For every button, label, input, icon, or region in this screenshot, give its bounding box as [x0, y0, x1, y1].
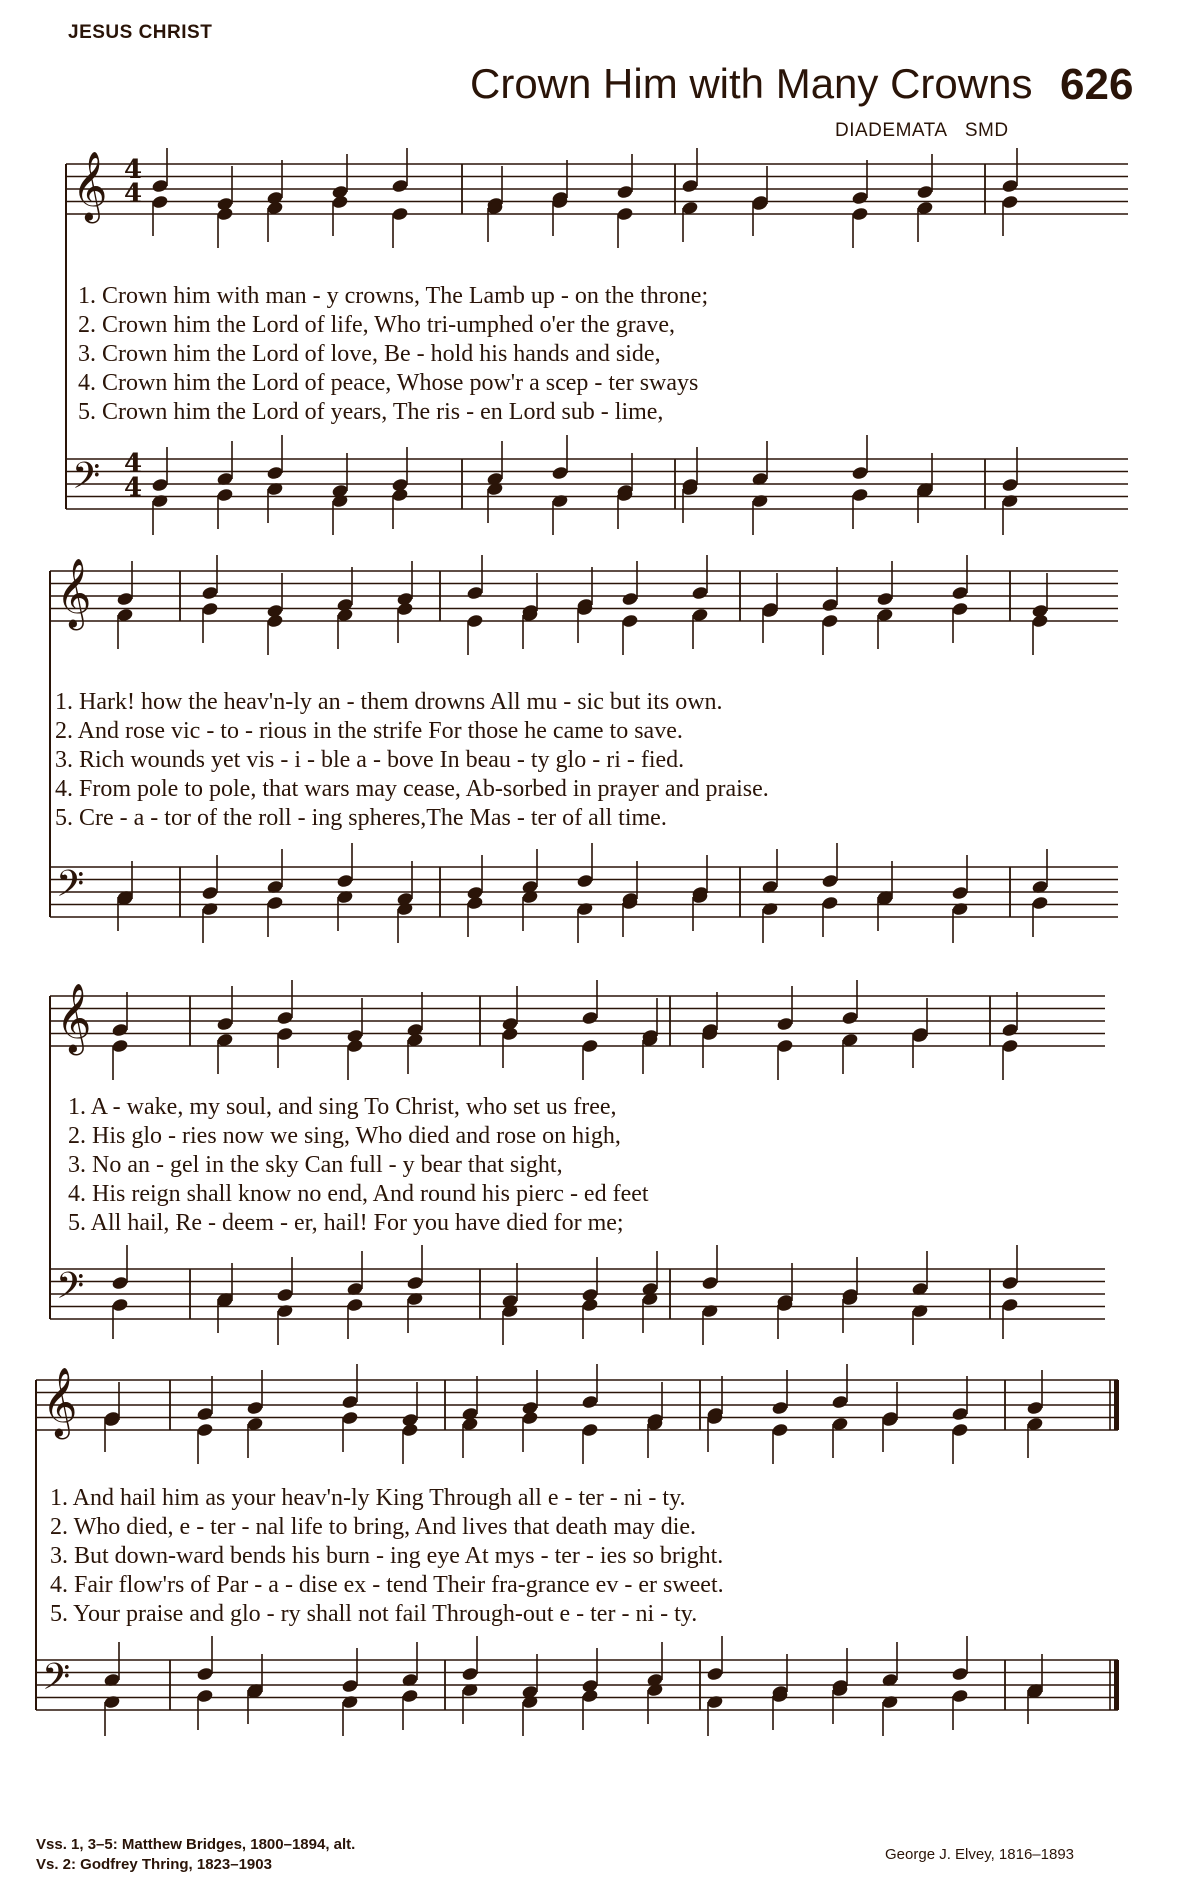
verse-line: 1. And hail him as your heav'n-ly King Through all e - ter - ni - ty. — [50, 1485, 686, 1511]
verse-block-3 — [68, 1093, 649, 1238]
time-signature: 4 — [124, 473, 143, 503]
verse-line: 5. Your praise and glo - ry shall not fail Through-out e - ter - ni - ty. — [50, 1601, 698, 1627]
meter: SMD — [964, 120, 1009, 141]
treble-clef-icon: 𝄞 — [42, 1367, 78, 1437]
verse-line: 5. Crown him the Lord of years, The ris - en Lord sub - lime, — [78, 399, 664, 425]
hymn-title: Crown Him with Many Crowns — [470, 60, 1033, 107]
verse-line: 2. Crown him the Lord of life, Who tri-umphed o'er the grave, — [78, 312, 676, 338]
time-signature: 4 — [124, 179, 143, 209]
words-credit-1: Vss. 1, 3–5: Matthew Bridges, 1800–1894, alt. — [36, 1836, 356, 1853]
verse-line: 4. Fair flow'rs of Par - a - dise ex - tend Their fra-grance ev - er sweet. — [50, 1572, 724, 1598]
verse-line: 5. All hail, Re - deem - er, hail! For you have died for me; — [68, 1210, 624, 1236]
section-heading: JESUS CHRIST — [68, 22, 213, 43]
words-credit-2: Vs. 2: Godfrey Thring, 1823–1903 — [36, 1856, 272, 1873]
verse-line: 4. Crown him the Lord of peace, Whose pow'r a scep - ter sways — [78, 370, 699, 396]
verse-line: 1. A - wake, my soul, and sing To Christ, who set us free, — [68, 1094, 617, 1120]
treble-clef-icon: 𝄞 — [56, 983, 92, 1053]
verse-block-1 — [78, 282, 708, 427]
verse-block-2 — [55, 688, 769, 833]
bass-clef-icon: 𝄢 — [72, 455, 101, 506]
time-signature: 4 — [124, 449, 143, 479]
verse-block-4 — [50, 1484, 724, 1629]
verse-line: 2. And rose vic - to - rious in the strife For those he came to save. — [55, 718, 683, 744]
verse-line: 1. Crown him with man - y crowns, The Lamb up - on the throne; — [78, 283, 709, 309]
verse-line: 2. His glo - ries now we sing, Who died and rose on high, — [68, 1123, 621, 1149]
time-signature: 4 — [124, 155, 143, 185]
verse-line: 3. But down-ward bends his burn - ing eye At mys - ter - ies so bright. — [50, 1543, 724, 1569]
treble-clef-icon: 𝄞 — [72, 151, 108, 221]
music-credit: George J. Elvey, 1816–1893 — [885, 1846, 1075, 1863]
treble-clef-icon: 𝄞 — [56, 558, 92, 628]
verse-line: 2. Who died, e - ter - nal life to bring, And lives that death may die. — [50, 1514, 697, 1540]
hymn-number: 626 — [1060, 60, 1134, 109]
final-bar-line — [1114, 1380, 1119, 1430]
bass-clef-icon: 𝄢 — [56, 863, 85, 914]
bass-clef-icon: 𝄢 — [56, 1265, 85, 1316]
verse-line: 1. Hark! how the heav'n-ly an - them drowns All mu - sic but its own. — [55, 689, 723, 715]
verse-line: 4. From pole to pole, that wars may cease, Ab-sorbed in prayer and praise. — [55, 776, 769, 802]
verse-line: 5. Cre - a - tor of the roll - ing spheres,The Mas - ter of all time. — [55, 805, 667, 831]
final-bar-line — [1114, 1660, 1119, 1710]
verse-line: 4. His reign shall know no end, And round his pierc - ed feet — [68, 1181, 649, 1207]
verse-line: 3. Rich wounds yet vis - i - ble a - bove In beau - ty glo - ri - fied. — [55, 747, 685, 773]
verse-line: 3. No an - gel in the sky Can full - y bear that sight, — [68, 1152, 563, 1178]
verse-line: 3. Crown him the Lord of love, Be - hold his hands and side, — [78, 341, 661, 367]
bass-clef-icon: 𝄢 — [42, 1656, 71, 1707]
tune-name: DIADEMATA — [835, 120, 948, 141]
